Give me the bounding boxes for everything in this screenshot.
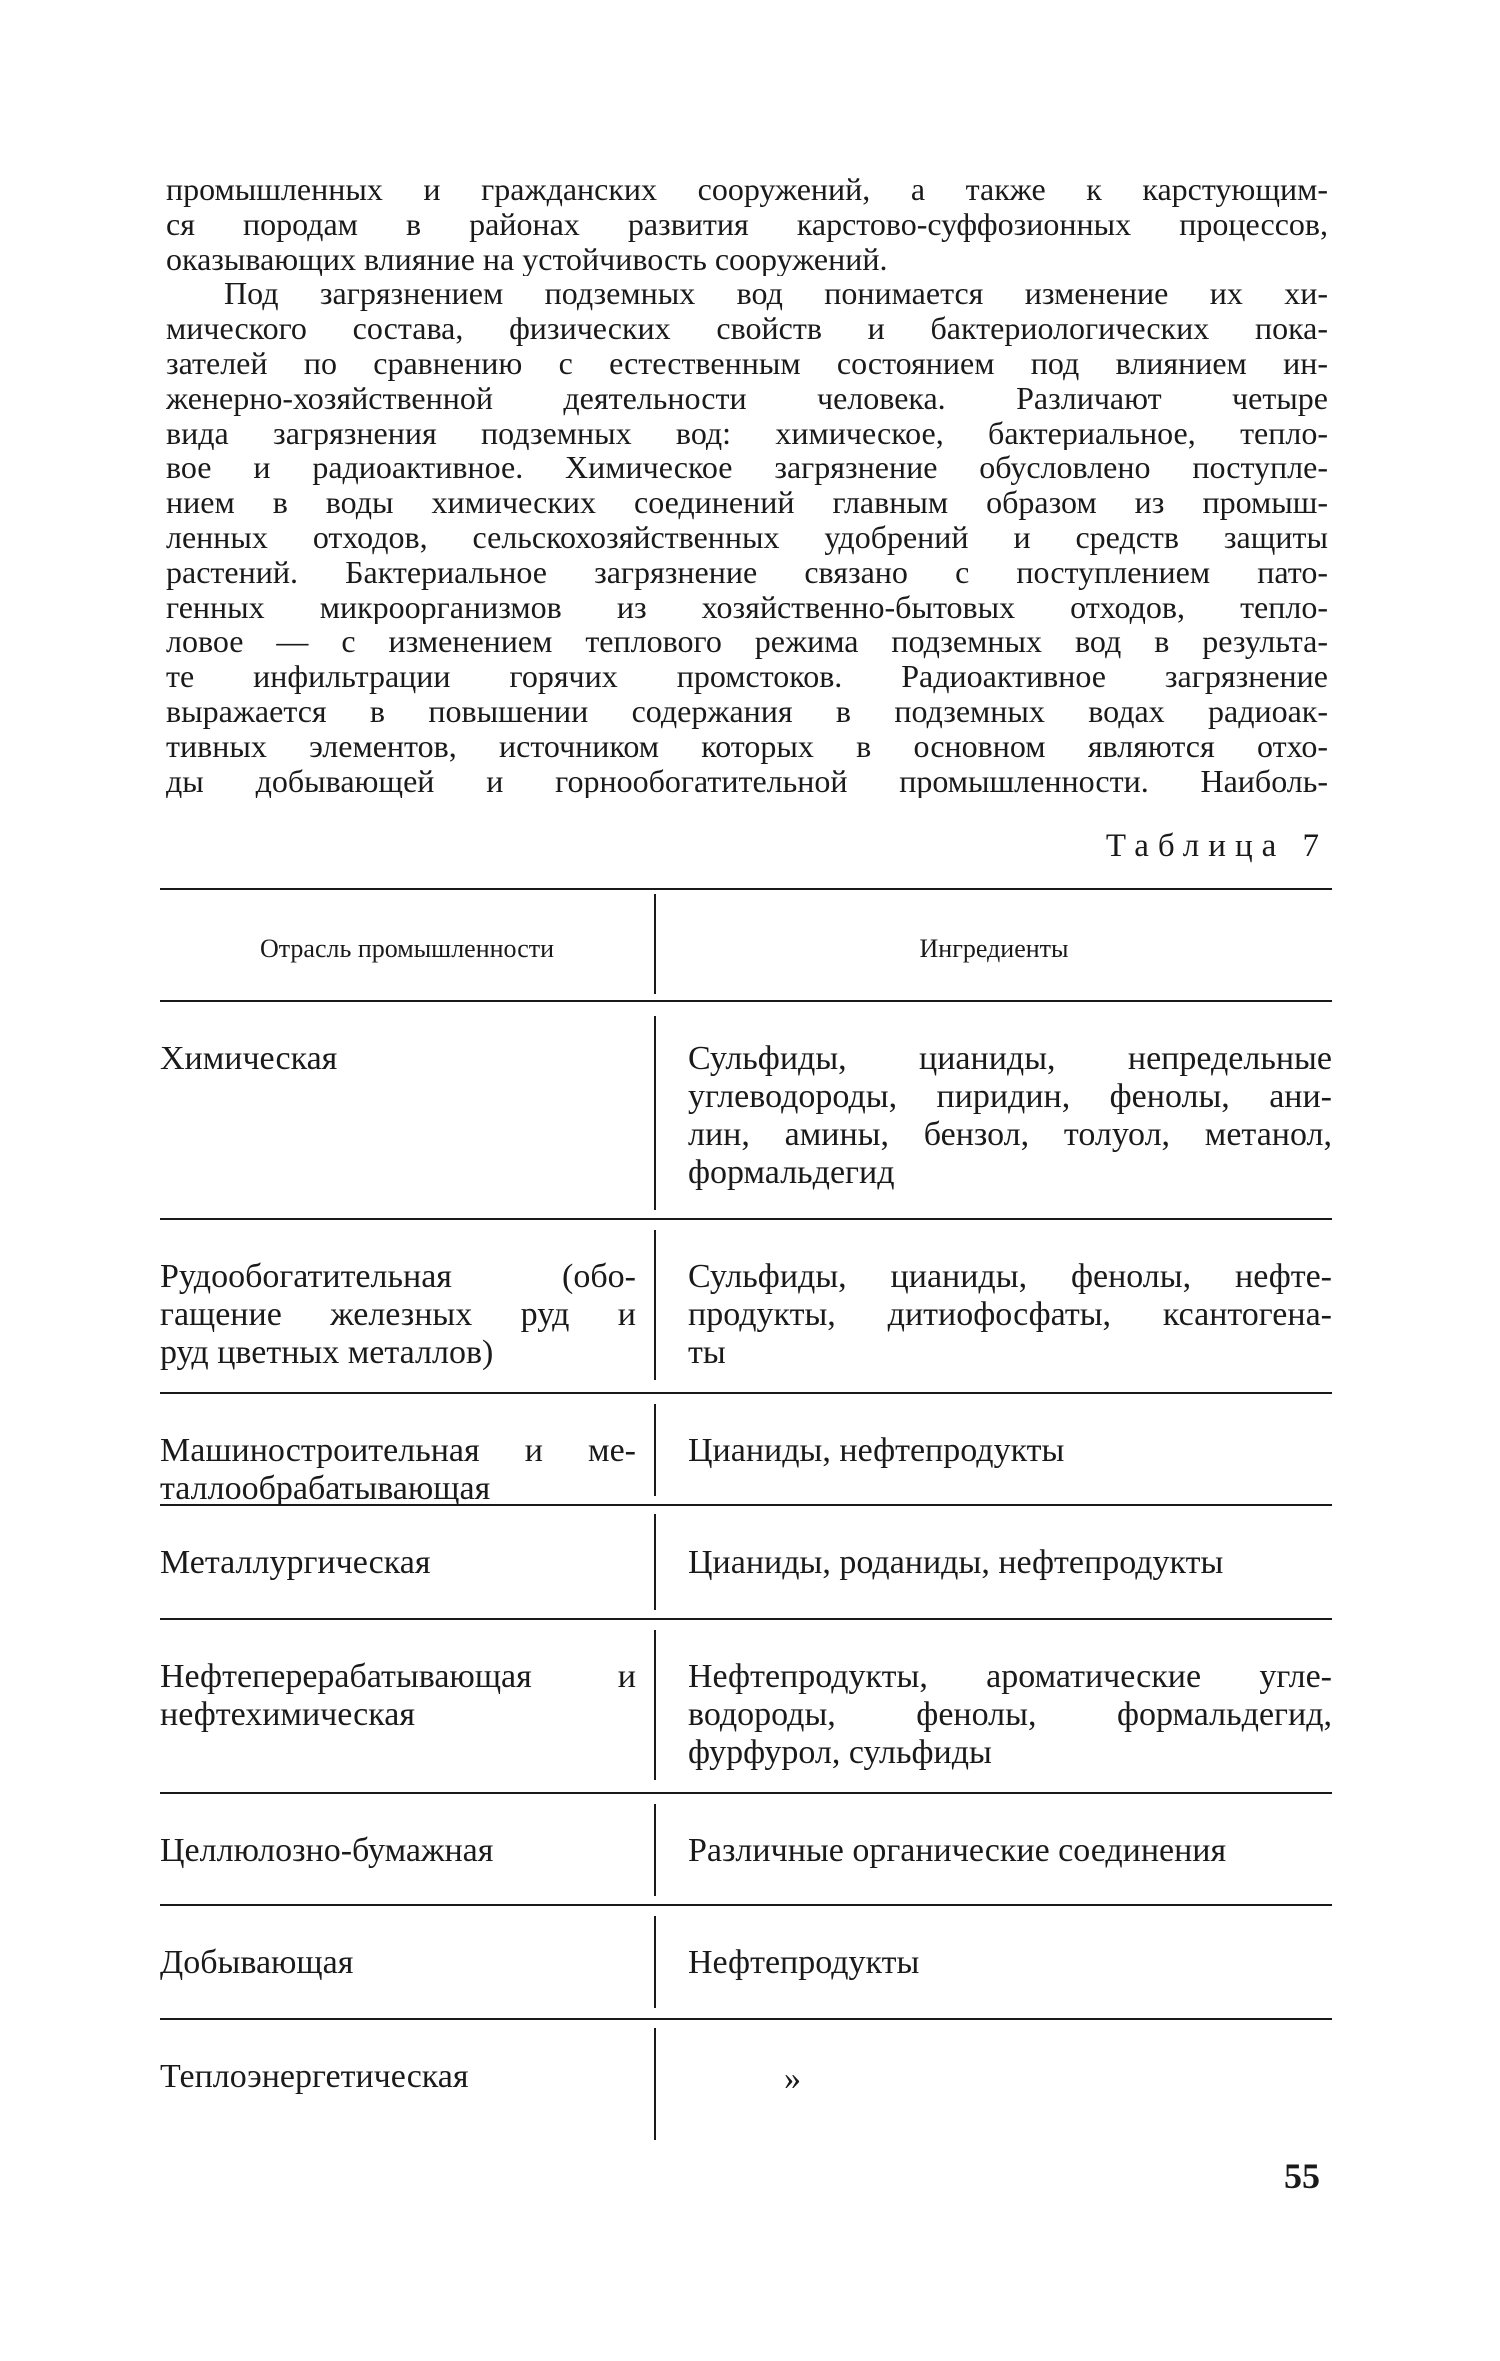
- column-separator: [654, 1630, 656, 1780]
- cell-line: Цианиды, нефтепродукты: [688, 1432, 1065, 1469]
- cell-line: Добывающая: [160, 1944, 354, 1981]
- table-rule: [160, 1618, 1332, 1620]
- row-industry: [160, 1658, 636, 1734]
- text-line: ся породам в районах развития карстово-суффозионных процессов,: [166, 206, 1328, 242]
- table-rule: [160, 888, 1332, 890]
- cell-line: лин, амины, бензол, толуол, метанол,: [688, 1116, 1332, 1153]
- table-rule: [160, 1000, 1332, 1002]
- table-rule: [160, 1792, 1332, 1794]
- row-industry: [160, 1432, 636, 1508]
- column-separator: [654, 1230, 656, 1380]
- cell-line: Различные органические соединения: [688, 1832, 1227, 1869]
- row-industry: [160, 1944, 636, 1982]
- cell-line: водороды, фенолы, формальдегид,: [688, 1696, 1332, 1733]
- row-ingredients: [688, 1544, 1332, 1582]
- row-ingredients: [688, 1040, 1332, 1192]
- column-separator: [654, 1514, 656, 1610]
- text-line: ды добывающей и горнообогатительной промышленности. Наиболь-: [166, 763, 1328, 799]
- text-line: выражается в повышении содержания в подземных водах радиоак-: [166, 693, 1328, 729]
- cell-line: Целлюлозно-бумажная: [160, 1832, 494, 1869]
- header-ingredients: Ингредиенты: [919, 934, 1069, 963]
- row-ingredients: [688, 1658, 1332, 1772]
- cell-line: Химическая: [160, 1040, 338, 1077]
- cell-line: формальдегид: [688, 1154, 895, 1191]
- cell-line: ты: [688, 1334, 726, 1371]
- table-caption: Таблица 7: [1105, 828, 1328, 864]
- text-line: Под загрязнением подземных вод понимается изменение их хи-: [224, 276, 1328, 312]
- cell-line: Металлургическая: [160, 1544, 431, 1581]
- row-ingredients: [688, 1944, 1332, 1982]
- body-text: [166, 172, 1328, 798]
- table-rule: [160, 1218, 1332, 1220]
- cell-line: Сульфиды, цианиды, фенолы, нефте-: [688, 1258, 1332, 1295]
- cell-line: руд цветных металлов): [160, 1334, 494, 1371]
- text-line: генных микроорганизмов из хозяйственно-бытовых отходов, тепло-: [166, 589, 1328, 625]
- row-industry: [160, 1040, 636, 1078]
- text-line: вида загрязнения подземных вод: химическое, бактериальное, тепло-: [166, 415, 1328, 451]
- row-ingredients: [688, 1432, 1332, 1470]
- text-line: женерно-хозяйственной деятельности человека. Различают четыре: [166, 380, 1328, 416]
- header-industry: Отрасль промышленности: [259, 934, 555, 963]
- column-separator: [654, 1916, 656, 2008]
- cell-line: фурфурол, сульфиды: [688, 1734, 992, 1771]
- row-industry: [160, 2058, 636, 2096]
- row-industry: [160, 1544, 636, 1582]
- text-line: зателей по сравнению с естественным состоянием под влиянием ин-: [166, 345, 1328, 381]
- row-ingredients: [784, 2060, 864, 2098]
- cell-line: углеводороды, пиридин, фенолы, ани-: [688, 1078, 1332, 1115]
- text-line: вое и радиоактивное. Химическое загрязнение обусловлено поступле-: [166, 450, 1328, 486]
- text-line: промышленных и гражданских сооружений, а также к карстующим-: [166, 172, 1328, 207]
- cell-line: продукты, дитиофосфаты, ксантогена-: [688, 1296, 1332, 1333]
- cell-line: Сульфиды, цианиды, непредельные: [688, 1040, 1332, 1077]
- cell-line: Нефтеперерабатывающая и: [160, 1658, 636, 1695]
- text-line: мического состава, физических свойств и бактериологических пока-: [166, 311, 1328, 346]
- cell-line: Нефтепродукты, ароматические угле-: [688, 1658, 1332, 1695]
- row-ingredients: [688, 1832, 1332, 1870]
- cell-line: Нефтепродукты: [688, 1944, 920, 1981]
- column-separator: [654, 1804, 656, 1896]
- text-line: растений. Бактериальное загрязнение связано с поступлением пато-: [166, 554, 1328, 590]
- cell-line: Теплоэнергетическая: [160, 2058, 469, 2095]
- cell-line: Цианиды, роданиды, нефтепродукты: [688, 1544, 1224, 1581]
- cell-line: Машиностроительная и ме-: [160, 1432, 636, 1469]
- cell-line: гащение железных руд и: [160, 1296, 636, 1333]
- cell-line: Рудообогатительная (обо-: [160, 1258, 636, 1295]
- row-ingredients: [688, 1258, 1332, 1372]
- ditto-mark: »: [784, 2060, 801, 2097]
- column-separator: [654, 2028, 656, 2140]
- text-line: оказывающих влияние на устойчивость сооружений.: [166, 241, 888, 277]
- column-separator: [654, 1016, 656, 1210]
- table-rule: [160, 1904, 1332, 1906]
- text-line: ленных отходов, сельскохозяйственных удобрений и средств защиты: [166, 519, 1328, 555]
- row-industry: [160, 1832, 636, 1870]
- text-line: нием в воды химических соединений главным образом из промыш-: [166, 485, 1328, 520]
- table-rule: [160, 2018, 1332, 2020]
- row-industry: [160, 1258, 636, 1372]
- text-line: тивных элементов, источником которых в основном являются отхо-: [166, 728, 1328, 764]
- cell-line: нефтехимическая: [160, 1696, 415, 1733]
- text-line: те инфильтрации горячих промстоков. Радиоактивное загрязнение: [166, 659, 1328, 694]
- text-line: ловое — с изменением теплового режима подземных вод в результа-: [166, 624, 1328, 660]
- cell-line: таллообрабатывающая: [160, 1470, 491, 1507]
- page-number: 55: [1284, 2156, 1320, 2196]
- table-rule: [160, 1392, 1332, 1394]
- column-separator: [654, 1404, 656, 1496]
